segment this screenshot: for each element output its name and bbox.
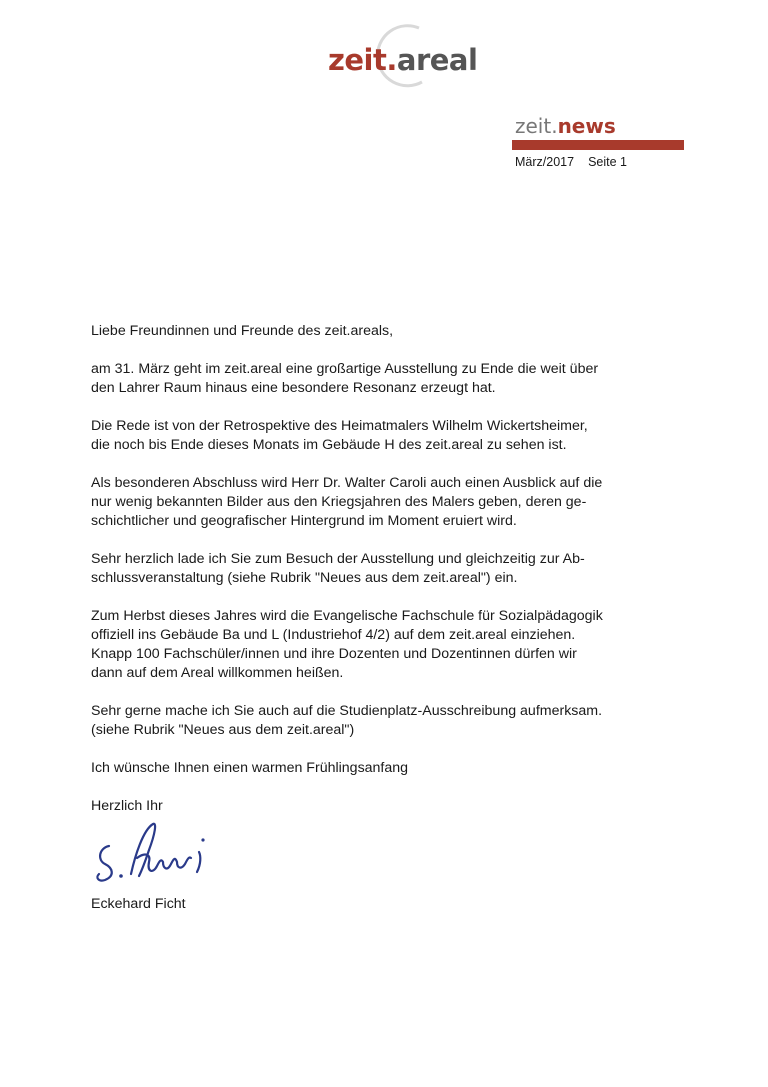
- letter-paragraph-3: [91, 474, 691, 531]
- letter-paragraph-5: [91, 607, 691, 683]
- signer-name: Eckehard Ficht: [91, 896, 186, 912]
- letter-paragraph-4: [91, 550, 691, 588]
- newsletter-accent-bar: [512, 140, 684, 150]
- paragraph-line: Herzlich Ihr: [91, 798, 163, 814]
- paragraph-line: Als besonderen Abschluss wird Herr Dr. Walter Caroli auch einen Ausblick auf die: [91, 475, 603, 491]
- paragraph-line: Knapp 100 Fachschüler/innen und ihre Dozenten und Dozentinnen dürfen wir: [91, 646, 577, 662]
- paragraph-line: den Lahrer Raum hinaus eine besondere Resonanz erzeugt hat.: [91, 380, 496, 396]
- letter-salutation: Liebe Freundinnen und Freunde des zeit.areals,: [91, 323, 394, 339]
- paragraph-line: Ich wünsche Ihnen einen warmen Frühlingsanfang: [91, 760, 409, 776]
- paragraph-line: offiziell ins Gebäude Ba und L (Industriehof 4/2) auf dem zeit.areal einziehen.: [91, 627, 576, 643]
- handwritten-signature-icon: [91, 816, 221, 886]
- issue-date: März/2017: [515, 155, 575, 169]
- letter-paragraph-1: [91, 360, 691, 398]
- letter-body: [91, 322, 691, 835]
- letter-paragraph-6: [91, 702, 691, 740]
- paragraph-line: Sehr gerne mache ich Sie auch auf die Studienplatz-Ausschreibung aufmerksam.: [91, 703, 603, 719]
- newsletter-title-part1: zeit.: [515, 114, 558, 138]
- paragraph-line: Zum Herbst dieses Jahres wird die Evangelische Fachschule für Sozialpädagogik: [91, 608, 603, 624]
- logo-text-part2: areal: [396, 43, 478, 77]
- logo-text: [328, 43, 478, 77]
- letter-closing: [91, 797, 691, 816]
- newsletter-title: [515, 116, 684, 136]
- paragraph-line: am 31. März geht im zeit.areal eine großartige Ausstellung zu Ende die weit über: [91, 361, 599, 377]
- paragraph-line: die noch bis Ende dieses Monats im Gebäude H des zeit.areal zu sehen ist.: [91, 437, 567, 453]
- newsletter-header: [512, 116, 684, 169]
- zeit-areal-logo: [324, 22, 478, 92]
- letter-closing-wish: [91, 759, 691, 778]
- paragraph-line: Die Rede ist von der Retrospektive des Heimatmalers Wilhelm Wickertsheimer,: [91, 418, 588, 434]
- newsletter-title-part2: news: [557, 114, 616, 138]
- paragraph-line: nur wenig bekannten Bilder aus den Kriegsjahren des Malers geben, deren ge-: [91, 494, 587, 510]
- logo-text-part1: zeit.: [328, 43, 397, 77]
- letter-paragraph-2: [91, 417, 691, 455]
- paragraph-line: Sehr herzlich lade ich Sie zum Besuch der Ausstellung und gleichzeitig zur Ab-: [91, 551, 585, 567]
- newsletter-meta: [515, 155, 684, 169]
- paragraph-line: (siehe Rubrik "Neues aus dem zeit.areal"): [91, 722, 355, 738]
- page-number: Seite 1: [588, 155, 627, 169]
- paragraph-line: dann auf dem Areal willkommen heißen.: [91, 665, 344, 681]
- paragraph-line: schichtlicher und geografischer Hintergrund im Moment eruiert wird.: [91, 513, 517, 529]
- paragraph-line: schlussveranstaltung (siehe Rubrik "Neues aus dem zeit.areal") ein.: [91, 570, 518, 586]
